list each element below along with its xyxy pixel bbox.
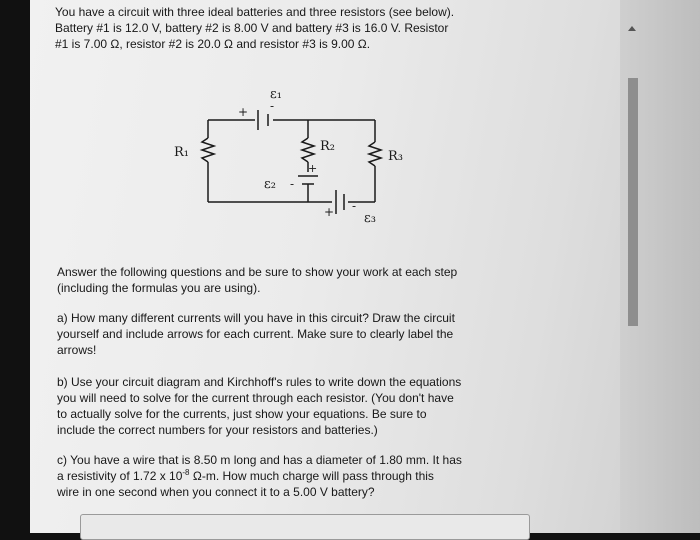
answer-input-box[interactable] xyxy=(80,514,530,540)
question-a-line-3: arrows! xyxy=(57,343,97,357)
problem-intro xyxy=(55,4,454,52)
circuit-diagram xyxy=(160,80,420,240)
question-c-line-3: wire in one second when you connect it to a 5.00 V battery? xyxy=(57,485,375,499)
label-minus-2: - xyxy=(290,177,295,191)
question-a-line-2: yourself and include arrows for each current. Make sure to clearly label the xyxy=(57,327,454,341)
question-b xyxy=(57,374,461,438)
question-b-line-1: b) Use your circuit diagram and Kirchhoff's rules to write down the equations xyxy=(57,375,462,389)
question-c-line-2-end: Ω-m. How much charge will pass through this xyxy=(189,469,434,483)
label-plus-1: + xyxy=(238,105,249,119)
question-b-line-2: you will need to solve for the current through each resistor. (You don't have xyxy=(57,391,454,405)
label-minus-1: - xyxy=(270,99,275,113)
label-r2: R₂ xyxy=(320,139,335,154)
instructions xyxy=(57,264,457,296)
intro-line-1: You have a circuit with three ideal batteries and three resistors (see below). xyxy=(55,5,455,19)
instructions-line-1: Answer the following questions and be sure to show your work at each step xyxy=(57,265,458,279)
question-a xyxy=(57,310,455,358)
question-b-line-3: to actually solve for the currents, just show your equations. Be sure to xyxy=(57,407,427,421)
scrollbar-thumb[interactable] xyxy=(628,78,638,326)
question-c-line-2 xyxy=(57,468,462,484)
instructions-line-2: (including the formulas you are using). xyxy=(57,281,261,295)
intro-line-3: #1 is 7.00 Ω, resistor #2 is 20.0 Ω and resistor #3 is 9.00 Ω. xyxy=(55,37,371,51)
scroll-up-icon[interactable] xyxy=(628,26,636,31)
label-minus-3: - xyxy=(352,199,357,213)
label-plus-3: + xyxy=(324,205,335,219)
resistor-1-zigzag xyxy=(202,138,214,162)
label-emf-1: ε₁ xyxy=(270,87,282,102)
intro-line-2: Battery #1 is 12.0 V, battery #2 is 8.00 V and battery #3 is 16.0 V. Resistor xyxy=(55,21,449,35)
question-c xyxy=(57,452,462,500)
question-c-line-2-start: a resistivity of 1.72 x 10 xyxy=(57,469,183,483)
label-emf-3: ε₃ xyxy=(364,211,376,226)
question-b-line-4: include the correct numbers for your resistors and batteries.) xyxy=(57,423,378,437)
resistor-3-zigzag xyxy=(369,142,381,166)
question-c-line-1: c) You have a wire that is 8.50 m long and has a diameter of 1.80 mm. It has xyxy=(57,453,462,467)
label-emf-2: ε₂ xyxy=(264,177,276,192)
label-plus-2: + xyxy=(308,162,318,175)
resistor-2-zigzag xyxy=(302,138,314,162)
question-a-line-1: a) How many different currents will you have in this circuit? Draw the circuit xyxy=(57,311,455,325)
label-r3: R₃ xyxy=(388,149,403,164)
label-r1: R₁ xyxy=(174,145,189,160)
resistivity-exponent: -8 xyxy=(182,468,190,477)
